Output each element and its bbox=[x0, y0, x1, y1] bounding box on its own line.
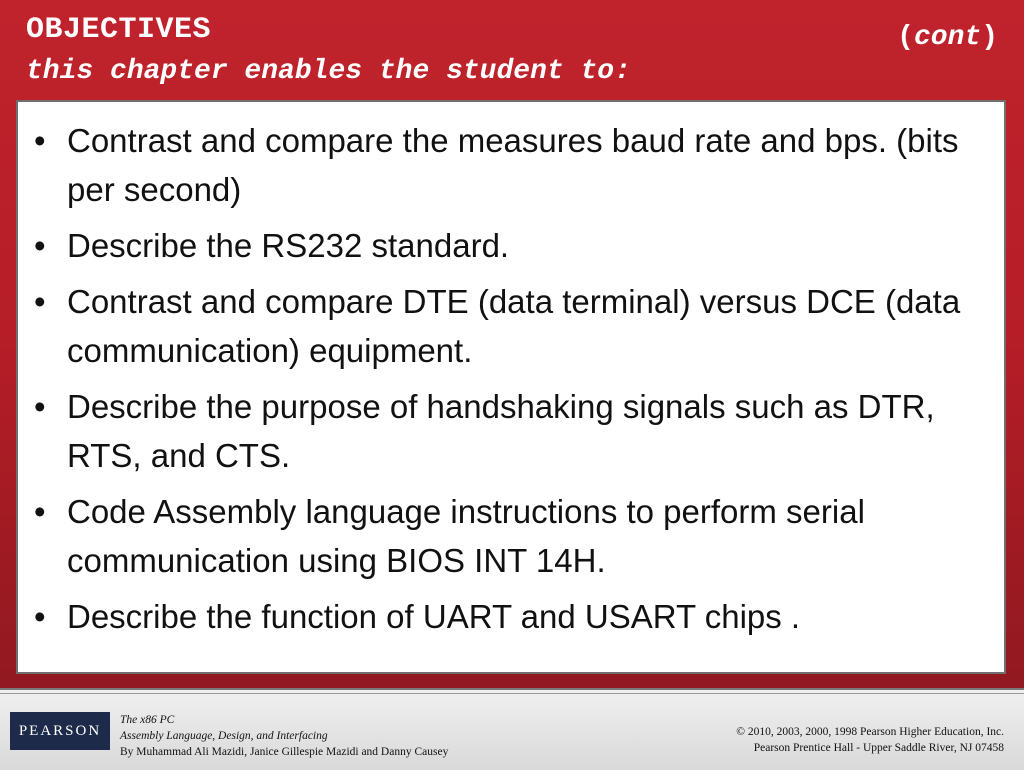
list-item-text: Describe the purpose of handshaking signals such as DTR, RTS, and CTS. bbox=[67, 388, 935, 474]
copyright-line-2: Pearson Prentice Hall - Upper Saddle River, NJ 07458 bbox=[753, 742, 1004, 754]
continued-label bbox=[897, 20, 998, 56]
list-item bbox=[28, 221, 984, 270]
bullet-icon: • bbox=[34, 122, 46, 159]
bullet-icon: • bbox=[34, 493, 46, 530]
bullet-icon: • bbox=[34, 283, 46, 320]
list-item-text: Code Assembly language instructions to perform serial communication using BIOS INT 14H. bbox=[67, 493, 865, 579]
list-item-text: Contrast and compare the measures baud rate and bps. (bits per second) bbox=[67, 122, 959, 208]
slide-title: OBJECTIVES bbox=[26, 13, 212, 47]
copyright-notice bbox=[736, 724, 1004, 756]
bullet-icon: • bbox=[34, 388, 46, 425]
content-panel bbox=[16, 100, 1006, 674]
list-item-text: Contrast and compare DTE (data terminal) versus DCE (data communication) equipment. bbox=[67, 283, 961, 369]
bullet-icon: • bbox=[34, 598, 46, 635]
copyright-line-1: © 2010, 2003, 2000, 1998 Pearson Higher Education, Inc. bbox=[736, 726, 1004, 738]
book-authors: By Muhammad Ali Mazidi, Janice Gillespie Mazidi and Danny Causey bbox=[120, 746, 449, 758]
objectives-list bbox=[28, 116, 984, 648]
list-item bbox=[28, 277, 984, 375]
list-item-text: Describe the function of UART and USART chips . bbox=[67, 598, 801, 635]
book-title: The x86 PC bbox=[120, 714, 175, 726]
slide-subtitle: this chapter enables the student to: bbox=[26, 56, 631, 87]
bullet-icon: • bbox=[34, 227, 46, 264]
footer-divider bbox=[0, 693, 1024, 694]
continued-close-paren: ) bbox=[981, 22, 998, 53]
pearson-logo: PEARSON bbox=[10, 712, 110, 750]
slide-footer bbox=[0, 688, 1024, 770]
list-item bbox=[28, 592, 984, 641]
book-subtitle: Assembly Language, Design, and Interfacing bbox=[120, 730, 328, 742]
list-item bbox=[28, 116, 984, 214]
list-item-text: Describe the RS232 standard. bbox=[67, 227, 510, 264]
list-item bbox=[28, 382, 984, 480]
book-info bbox=[120, 712, 448, 760]
continued-word: cont bbox=[913, 22, 982, 53]
continued-open-paren: ( bbox=[897, 22, 914, 53]
list-item bbox=[28, 487, 984, 585]
